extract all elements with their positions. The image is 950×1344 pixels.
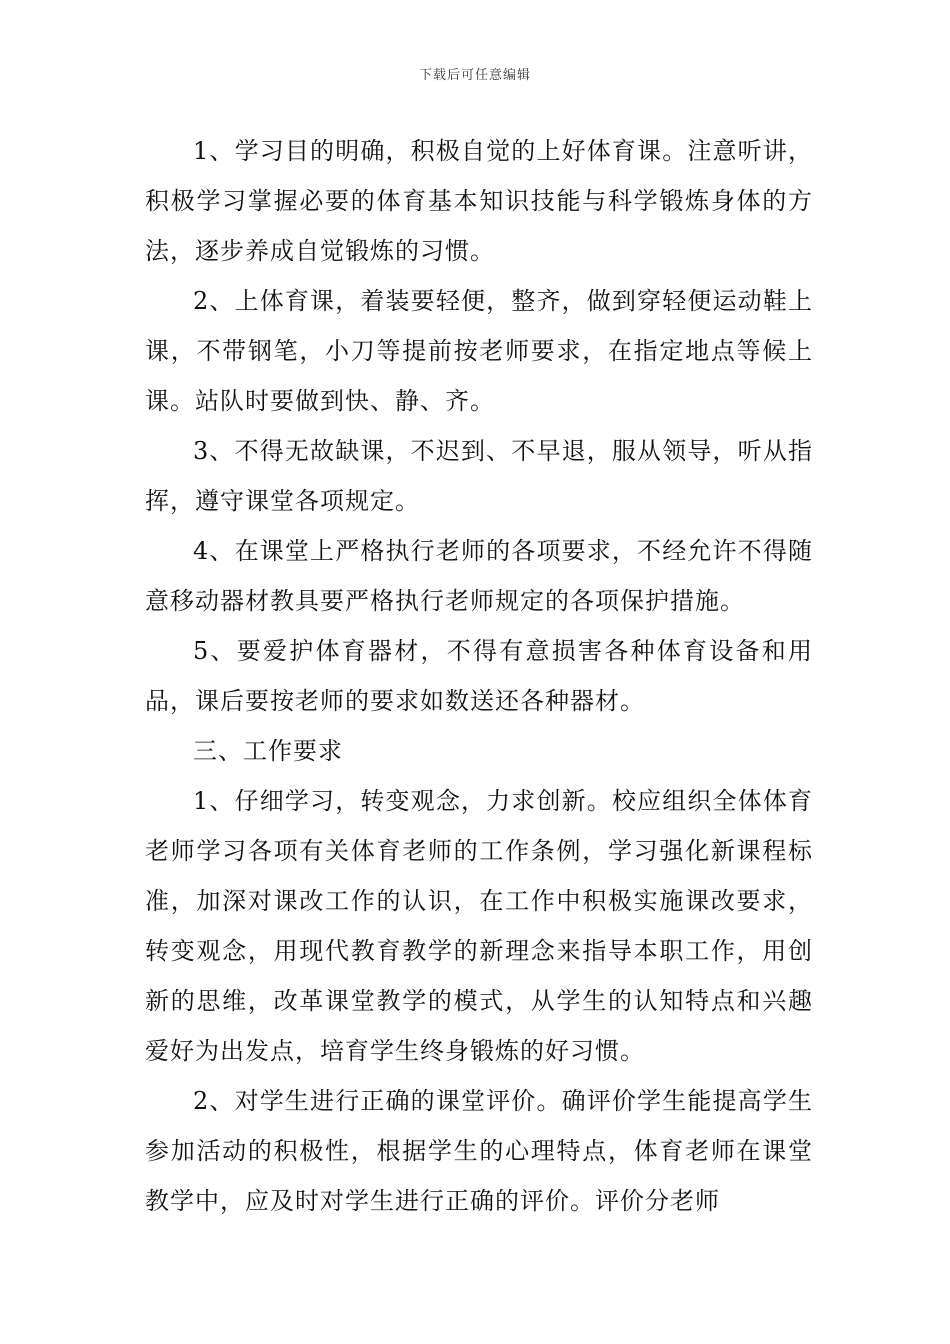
page-header: 下载后可任意编辑: [418, 68, 531, 83]
paragraph-rule-5: 5、要爱护体育器材，不得有意损害各种体育设备和用品，课后要按老师的要求如数送还各种器材。: [145, 637, 813, 715]
paragraph-rule-4: 4、在课堂上严格执行老师的各项要求，不经允许不得随意移动器材教具要严格执行老师规定的各项保护措施。: [145, 537, 813, 615]
paragraph-requirement-2: 2、对学生进行正确的课堂评价。确评价学生能提高学生参加活动的积极性，根据学生的心理特点，体育老师在课堂教学中，应及时对学生进行正确的评价。评价分老师: [145, 1087, 813, 1215]
paragraph-requirement-1: 1、仔细学习，转变观念，力求创新。校应组织全体体育老师学习各项有关体育老师的工作条例，学习强化新课程标准，加深对课改工作的认识，在工作中积极实施课改要求，转变观念，用现代教育教学的新理念来指导本职工作，用创新的思维，改革课堂教学的模式，从学生的认知特点和兴趣爱好为出发点，培育学生终身锻炼的好习惯。: [145, 787, 813, 1065]
section-heading: 三、工作要求: [193, 737, 343, 765]
paragraph-rule-3: 3、不得无故缺课，不迟到、不早退，服从领导，听从指挥，遵守课堂各项规定。: [145, 437, 813, 515]
paragraph-rule-2: 2、上体育课，着装要轻便，整齐，做到穿轻便运动鞋上课，不带钢笔，小刀等提前按老师要求，在指定地点等候上课。站队时要做到快、静、齐。: [145, 287, 813, 415]
document-body: [145, 126, 813, 1226]
paragraph-rule-1: 1、学习目的明确，积极自觉的上好体育课。注意听讲，积极学习掌握必要的体育基本知识技能与科学锻炼身体的方法，逐步养成自觉锻炼的习惯。: [145, 137, 813, 265]
